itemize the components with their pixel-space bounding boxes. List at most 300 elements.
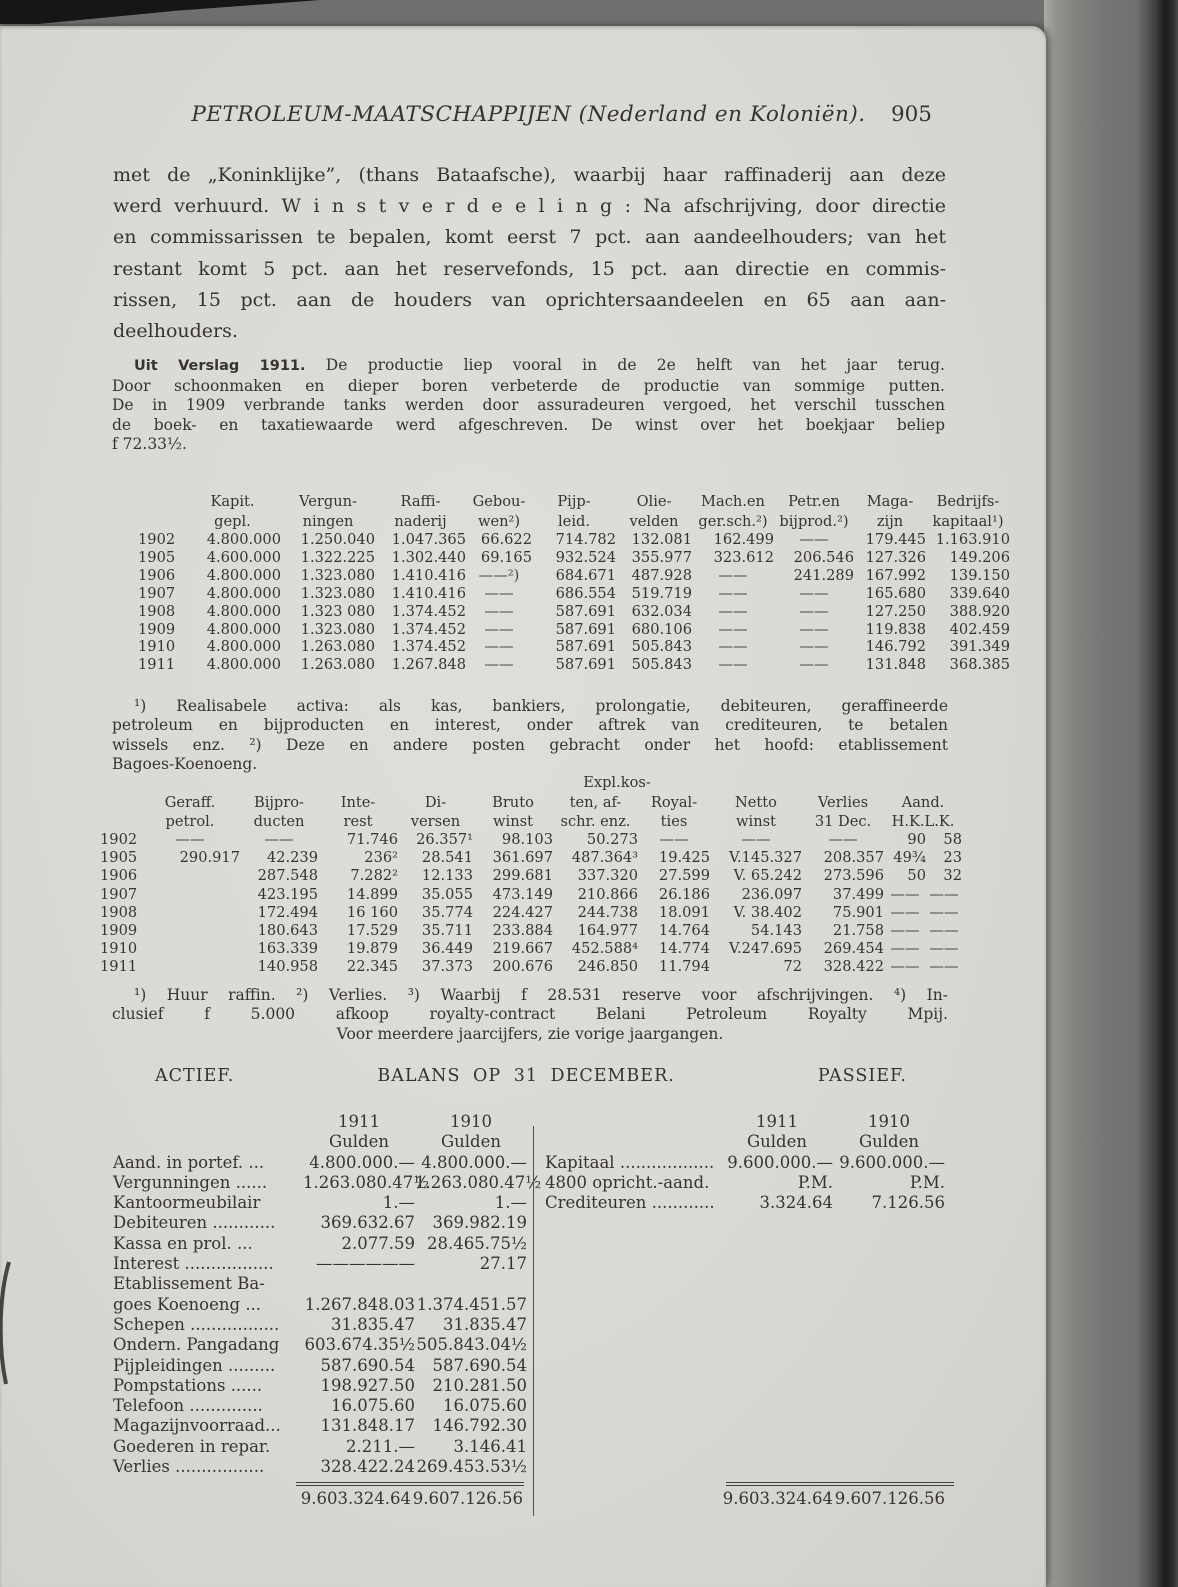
amount-1911: P.M. — [797, 1172, 833, 1192]
amount-1910: 3.146.41 — [453, 1436, 527, 1456]
table-cell: 1.263.080 — [300, 656, 375, 674]
actief-row — [113, 1356, 527, 1376]
account-label: Debiteuren ............ — [113, 1213, 276, 1233]
table-row — [100, 940, 962, 958]
table-cell: ningen — [302, 512, 354, 530]
table-cell: 1.163.910 — [935, 531, 1010, 548]
table-cell: 1.374.452 — [391, 602, 466, 620]
amount-1910: 27.17 — [479, 1254, 527, 1274]
table-cell: —— — [929, 922, 959, 940]
table-cell: Di- — [424, 794, 447, 811]
table-cell: —— — [741, 831, 771, 848]
text-line: f 72.33½. — [112, 435, 187, 454]
table-cell: 1.323.080 — [300, 620, 375, 638]
table-cell: 26.357¹ — [416, 831, 473, 848]
table-cell: ten, af- — [569, 794, 622, 811]
table-cell: 50 — [907, 867, 926, 885]
table-cell: Verlies — [817, 794, 869, 811]
table-cell: —— — [718, 566, 748, 584]
actief-row — [113, 1254, 527, 1274]
table-cell: —— — [484, 584, 514, 602]
table-cell: gepl. — [214, 512, 251, 530]
account-label: Kapitaal .................. — [545, 1152, 715, 1172]
table-cell: 339.640 — [949, 584, 1010, 602]
table-cell: 149.206 — [949, 548, 1010, 566]
table-cell: 16 160 — [346, 903, 398, 921]
actief-row — [113, 1193, 527, 1213]
table-cell: —— — [659, 831, 689, 848]
table-cell: 1.323.080 — [300, 584, 375, 602]
table-cell: 269.454 — [823, 940, 884, 958]
table-cell: 172.494 — [257, 903, 318, 921]
actief-row — [113, 1172, 542, 1193]
table-cell: velden — [629, 512, 679, 530]
table-cell: 1909 — [138, 620, 176, 638]
table-cell: ger.sch.²) — [698, 512, 768, 530]
table-cell: ——²) — [478, 566, 520, 584]
table-cell: 273.596 — [823, 867, 884, 885]
amount-1911: 31.835.47 — [331, 1314, 415, 1334]
table-cell: 90 — [907, 831, 926, 848]
table-cell: 210.866 — [577, 885, 638, 903]
table-cell: —— — [799, 620, 829, 638]
year-1911-label: 1911 — [338, 1112, 380, 1131]
table-cell: 246.850 — [577, 958, 638, 976]
amount-1910: 7.126.56 — [871, 1193, 945, 1213]
table-cell: naderij — [394, 512, 447, 530]
year-1910-label: 1910 — [868, 1112, 910, 1131]
table-cell: 37.499 — [832, 885, 884, 903]
table-cell: 632.034 — [631, 602, 692, 620]
table-cell: Petr.en — [788, 493, 840, 510]
results-table — [100, 793, 962, 977]
table-row — [138, 603, 1010, 621]
actief-row — [113, 1416, 527, 1436]
table-cell: 32 — [943, 867, 962, 885]
text-line: en commissarissen te bepalen, komt eerst 7 pct. aan aandeelhouders; van het — [113, 226, 946, 249]
table-cell: —— — [484, 638, 514, 656]
amount-1910: 28.465.75½ — [427, 1233, 527, 1253]
amount-1910: 1.374.451.57 — [416, 1294, 527, 1314]
table-cell: Olie- — [636, 493, 672, 510]
amount-1911 — [303, 1274, 415, 1294]
table-cell: Inte- — [340, 794, 376, 811]
table-row — [100, 812, 962, 831]
table-cell: Bruto — [492, 794, 534, 811]
table-cell: versen — [410, 813, 461, 830]
amount-1910: 1.— — [494, 1193, 527, 1213]
actief-row — [113, 1376, 527, 1396]
table-cell: kapitaal¹) — [932, 512, 1004, 530]
table-cell: 19.425 — [658, 849, 710, 867]
actief-row — [113, 1234, 527, 1254]
table-cell: Bedrijfs- — [936, 493, 1000, 510]
capital-assets-table — [138, 492, 1010, 674]
table-row — [138, 621, 1010, 639]
table-cell: 75.901 — [832, 903, 884, 921]
table-cell: 1908 — [100, 903, 138, 921]
table-cell: 36.449 — [421, 940, 473, 958]
account-label: Verlies ................. — [113, 1457, 265, 1477]
amount-1911: 3.324.64 — [759, 1193, 833, 1213]
table-cell: 473.149 — [492, 885, 553, 903]
table-cell: —— — [929, 940, 959, 958]
table-cell: 487.928 — [631, 566, 692, 584]
table-cell: 23 — [943, 849, 962, 867]
table-row — [100, 922, 962, 940]
table-cell: 18.091 — [658, 903, 710, 921]
table-cell: —— — [929, 903, 959, 921]
table-cell: 452.588⁴ — [571, 940, 638, 958]
table-row — [100, 849, 962, 867]
table-cell: 165.680 — [865, 584, 926, 602]
table-cell: —— — [890, 885, 920, 903]
results-table-body — [100, 831, 962, 977]
table-cell — [140, 867, 240, 885]
table-cell: 179.445 — [865, 531, 926, 548]
table-cell: 287.548 — [257, 867, 318, 885]
table-cell: —— — [890, 922, 920, 940]
text-line: rissen, 15 pct. aan de houders van oprichtersaandeelen en 65 aan aan- — [113, 288, 946, 311]
actief-total-rule — [296, 1482, 524, 1486]
table-cell: 505.843 — [631, 638, 692, 656]
table-cell: 1902 — [100, 831, 138, 848]
table-cell: 14.899 — [346, 885, 398, 903]
text-line: wissels enz. ²) Deze en andere posten gebracht onder het hoofd: etablissement — [112, 735, 948, 754]
table-cell: 402.459 — [949, 620, 1010, 638]
table-cell: 140.958 — [257, 958, 318, 976]
table-cell: 163.339 — [257, 940, 318, 958]
amount-1911: 603.674.35½ — [304, 1335, 415, 1355]
table-cell: 1911 — [100, 958, 138, 976]
table-cell: —— — [264, 831, 294, 848]
balance-title: BALANS OP 31 DECEMBER. — [377, 1066, 675, 1086]
account-label: Pompstations ...... — [113, 1375, 263, 1395]
amount-1910: 269.453.53½ — [416, 1457, 527, 1477]
table-row — [100, 793, 962, 812]
table-cell: 1907 — [100, 885, 138, 903]
text-line: clusief f 5.000 afkoop royalty-contract Belani Petroleum Royalty Mpij. — [112, 1005, 948, 1024]
table-cell: rest — [343, 813, 373, 830]
table-cell: 328.422 — [823, 958, 884, 976]
amount-1910: 4.800.000.— — [421, 1152, 527, 1172]
table-cell: 1906 — [138, 566, 176, 584]
text-line: ¹) Huur raffin. ²) Verlies. ³) Waarbij f 28.531 reserve voor afschrijvingen. ⁴) In- — [134, 986, 948, 1004]
actief-row — [113, 1335, 527, 1355]
table-cell: 1905 — [138, 548, 176, 566]
table-cell — [140, 886, 240, 904]
table-cell: 1902 — [138, 531, 176, 548]
amount-1911: 198.927.50 — [320, 1375, 415, 1395]
table-cell: 37.373 — [421, 958, 473, 976]
table-cell: 337.320 — [577, 867, 638, 885]
actief-row — [113, 1213, 527, 1233]
table-cell: bijprod.²) — [779, 512, 849, 530]
passief-label: PASSIEF. — [817, 1066, 907, 1086]
table-cell: Netto — [735, 794, 777, 811]
table-cell: 162.499 — [713, 531, 774, 548]
table-cell: 587.691 — [555, 602, 616, 620]
table-cell: Vergun- — [299, 493, 357, 510]
table-cell: 50.273 — [586, 831, 638, 848]
table-cell: —— — [799, 602, 829, 620]
text-line: met de „Koninklijke”, (thans Bataafsche), waarbij haar raffinaderij aan deze — [113, 164, 946, 186]
text-line: werd verhuurd. W i n s t v e r d e e l i n g : Na afschrijving, door directie — [113, 195, 946, 218]
account-label: Crediteuren ............ — [545, 1193, 715, 1213]
table-cell: 1.047.365 — [391, 531, 466, 548]
capital-table-body — [138, 531, 1010, 674]
passief-total-row — [535, 1489, 945, 1509]
table-cell: Bijpro- — [254, 794, 304, 811]
table-cell: 1908 — [138, 602, 176, 620]
table-cell: 1905 — [100, 849, 138, 867]
table-cell: zijn — [876, 512, 904, 530]
table-cell: —— — [718, 620, 748, 638]
table-cell: 323.612 — [713, 548, 774, 566]
table-row — [138, 656, 1010, 674]
table-cell: ties — [660, 813, 688, 830]
amount-1910: 146.792.30 — [432, 1416, 527, 1436]
intro-paragraph — [113, 160, 946, 347]
amount-1911: —————— — [316, 1254, 415, 1274]
see-previous-years-note: Voor meerdere jaarcijfers, zie vorige jaargangen. — [336, 1024, 724, 1043]
passief-unit-row — [545, 1132, 945, 1152]
table-cell: V. 38.402 — [733, 903, 802, 921]
table-cell: —— — [799, 531, 829, 548]
amount-1911: 1.263.080.47½ — [303, 1172, 430, 1192]
table-cell: 487.364³ — [571, 849, 638, 867]
text-line: deelhouders. — [113, 320, 238, 343]
actief-total-1910: 9.607.126.56 — [412, 1489, 523, 1508]
table-cell: 4.800.000 — [206, 566, 281, 584]
account-label: Aand. in portef. ... — [113, 1152, 265, 1172]
table-cell: 49¾ — [893, 849, 926, 867]
table-cell: 290.917 — [179, 849, 240, 867]
table-cell: 17.529 — [346, 922, 398, 940]
spacer — [113, 1489, 299, 1509]
table-cell: 1.322.225 — [300, 548, 375, 566]
table-cell: Gebou- — [472, 493, 526, 510]
table-cell: 4.800.000 — [206, 531, 281, 548]
gulden-label: Gulden — [440, 1132, 502, 1152]
table-cell: 146.792 — [865, 638, 926, 656]
table-cell: wen²) — [477, 512, 521, 530]
table-cell: 587.691 — [555, 656, 616, 674]
table-cell: V.247.695 — [729, 940, 802, 958]
table-cell: 1.323 080 — [300, 602, 375, 620]
table-cell: schr. enz. — [560, 813, 631, 830]
table-cell: —— — [718, 656, 748, 674]
table-cell: V.145.327 — [729, 849, 802, 867]
balance-sheet-header — [113, 1066, 965, 1086]
results-table-header — [100, 793, 962, 831]
table-cell — [140, 958, 240, 976]
table-cell: 684.671 — [555, 566, 616, 584]
amount-1911: 2.077.59 — [341, 1233, 415, 1253]
table-cell: 361.697 — [492, 849, 553, 867]
table-cell: 35.055 — [421, 885, 473, 903]
table-cell: 219.667 — [492, 940, 553, 958]
report-first-line: De productie liep vooral in de 2e helft van het jaar terug. — [305, 356, 945, 374]
table-cell: 4.800.000 — [206, 602, 281, 620]
text-line: de boek- en taxatiewaarde werd afgeschreven. De winst over het boekjaar beliep — [112, 415, 945, 434]
amount-1911: 1.267.848.03 — [304, 1294, 415, 1314]
table-cell: —— — [175, 831, 205, 848]
table-cell: 58 — [943, 831, 962, 848]
amount-1911: 369.632.67 — [320, 1213, 415, 1233]
table-cell: 241.289 — [793, 566, 854, 584]
table-cell: 680.106 — [631, 620, 692, 638]
table-cell — [140, 922, 240, 940]
table-cell: 35.774 — [421, 903, 473, 921]
table-cell: 686.554 — [555, 584, 616, 602]
table-cell — [138, 492, 184, 512]
table-cell: winst — [736, 813, 776, 830]
passief-row — [545, 1153, 945, 1173]
balance-divider-rule — [533, 1126, 534, 1516]
actief-total-1911: 9.603.324.64 — [300, 1489, 411, 1508]
table-cell: 236.097 — [741, 885, 802, 903]
table-cell: 388.920 — [949, 602, 1010, 620]
table-cell: 12.133 — [421, 867, 473, 885]
amount-1911: 587.690.54 — [320, 1355, 415, 1375]
table-row — [138, 549, 1010, 567]
account-label: Etablissement Ba- — [113, 1274, 265, 1294]
table-cell: 164.977 — [577, 922, 638, 940]
actief-row — [113, 1396, 527, 1416]
text-line: Door schoonmaken en dieper boren verbeterde de productie van sommige putten. — [112, 376, 945, 395]
capital-table-header — [138, 492, 1010, 531]
table-cell: 4.800.000 — [206, 620, 281, 638]
table-cell: 1.302.440 — [391, 548, 466, 566]
account-label: Goederen in repar. — [113, 1436, 271, 1456]
table-cell: 519.719 — [631, 584, 692, 602]
table-cell — [140, 940, 240, 958]
results-table-footnote — [112, 986, 948, 1044]
table-cell: 14.764 — [658, 922, 710, 940]
gulden-label: Gulden — [858, 1132, 920, 1152]
table-row — [138, 492, 1010, 512]
amount-1911: 9.600.000.— — [727, 1152, 833, 1172]
table-cell: 26.186 — [658, 885, 710, 903]
account-label: Interest ................. — [113, 1254, 274, 1274]
table-cell: H.K.L.K. — [891, 813, 955, 830]
table-cell: 11.794 — [658, 958, 710, 976]
table-cell: winst — [493, 813, 533, 830]
actief-row — [113, 1295, 527, 1315]
table-cell: Geraff. — [164, 794, 216, 811]
year-1910-label: 1910 — [450, 1112, 492, 1131]
table-cell: Mach.en — [701, 493, 765, 510]
passief-row — [545, 1193, 945, 1213]
table-cell: 587.691 — [555, 620, 616, 638]
table-cell: 1.410.416 — [391, 584, 466, 602]
table-cell: 1.323.080 — [300, 566, 375, 584]
table-cell: 200.676 — [492, 958, 553, 976]
table-cell: 4.800.000 — [206, 584, 281, 602]
gulden-label: Gulden — [328, 1132, 390, 1152]
table-cell: 1910 — [100, 940, 138, 958]
table-row — [138, 638, 1010, 656]
table-row — [100, 886, 962, 904]
account-label: Kantoormeubilair — [113, 1193, 261, 1213]
table-cell: Aand. — [901, 794, 945, 811]
account-label: Vergunningen ...... — [113, 1172, 268, 1192]
table-cell: Kapit. — [210, 493, 255, 510]
table-cell: 4.800.000 — [206, 656, 281, 674]
table-cell: Maga- — [866, 493, 914, 510]
amount-1910: 1.263.080.47½ — [415, 1172, 542, 1192]
table-cell: 19.879 — [346, 940, 398, 958]
table-cell: —— — [890, 903, 920, 921]
account-label: Schepen ................. — [113, 1314, 280, 1334]
table-cell: ducten — [253, 813, 305, 830]
table-cell: petrol. — [165, 813, 215, 830]
amount-1911: 1.— — [382, 1193, 415, 1213]
table-cell: 42.239 — [266, 849, 318, 867]
table-cell: 71.746 — [346, 831, 398, 848]
table-cell: 368.385 — [949, 656, 1010, 674]
table-row — [138, 567, 1010, 585]
table-cell: —— — [890, 958, 920, 976]
amount-1911: 131.848.17 — [320, 1416, 415, 1436]
table-cell: 423.195 — [257, 885, 318, 903]
account-label: goes Koenoeng ... — [113, 1294, 262, 1314]
table-cell: 299.681 — [492, 867, 553, 885]
table-cell: 1.374.452 — [391, 638, 466, 656]
table-cell: 1909 — [100, 922, 138, 940]
amount-1910: 9.600.000.— — [839, 1152, 945, 1172]
text-line: restant komt 5 pct. aan het reservefonds, 15 pct. aan directie en commis- — [113, 257, 946, 280]
table-cell: 4.600.000 — [206, 548, 281, 566]
capital-table-footnote — [112, 697, 948, 775]
table-cell: 35.711 — [421, 922, 473, 940]
table-cell: 587.691 — [555, 638, 616, 656]
table-cell: 21.758 — [832, 922, 884, 940]
amount-1910: 16.075.60 — [443, 1396, 527, 1416]
actief-row — [113, 1437, 527, 1457]
account-label: Magazijnvoorraad... — [113, 1416, 281, 1436]
table-cell: 7.282² — [350, 867, 398, 885]
year-1911-label: 1911 — [756, 1112, 798, 1131]
table-cell: 208.357 — [823, 849, 884, 867]
table-cell: 1906 — [100, 867, 138, 885]
table-cell: —— — [718, 638, 748, 656]
table-cell: 244.738 — [577, 903, 638, 921]
amount-1910: P.M. — [909, 1172, 945, 1192]
report-lead-label: Uit Verslag 1911. — [134, 358, 306, 374]
table-row — [138, 512, 1010, 532]
text-line — [112, 356, 945, 377]
table-cell: —— — [929, 885, 959, 903]
table-cell: 139.150 — [949, 566, 1010, 584]
actief-label: ACTIEF. — [155, 1066, 235, 1086]
table-cell: 28.541 — [421, 849, 473, 867]
table-cell: leid. — [558, 512, 590, 530]
table-cell: —— — [718, 602, 748, 620]
spacer — [113, 1112, 303, 1132]
table-cell: 391.349 — [949, 638, 1010, 656]
table-cell: —— — [799, 656, 829, 674]
pen-mark-artifact — [0, 1258, 15, 1388]
table-cell — [100, 812, 140, 831]
table-cell: 1907 — [138, 584, 176, 602]
account-label: Telefoon .............. — [113, 1396, 263, 1416]
table-cell: 98.103 — [501, 831, 553, 848]
table-cell: —— — [799, 584, 829, 602]
amount-1910: 505.843.04½ — [416, 1335, 527, 1355]
table-cell: 224.427 — [492, 903, 553, 921]
